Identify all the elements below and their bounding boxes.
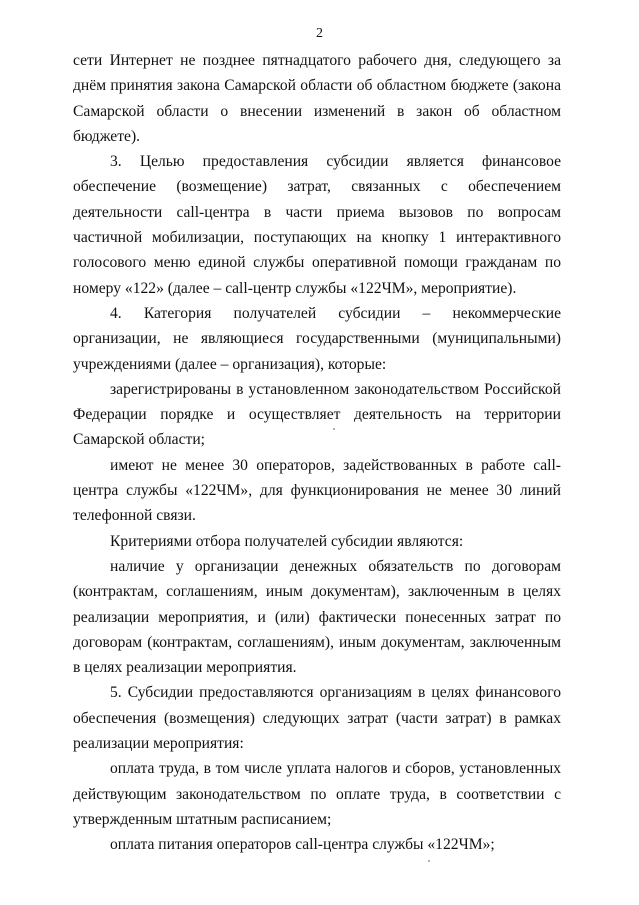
paragraph-meal-costs: оплата питания операторов call-центра службы «122ЧМ»; [110,836,495,854]
paragraph-item-3-purpose: 3. Целью предоставления субсидии является финансовое обеспечение (возмещение) затрат, связанных с обеспечением деятельности call-центра в части приема вызовов по вопросам частичной мобилизации, поступающих на кнопку 1 интерактивного голосового меню единой службы оперативной помощи гражданам по номеру «122» (далее – call-центр службы «122ЧМ», мероприятие). [73,153,561,297]
paragraph-continuation: сети Интернет не позднее пятнадцатого рабочего дня, следующего за днём принятия закона Самарской области об областном бюджете (закона Самарской области о внесении изменений в закон об областном бюджете). [73,52,561,145]
paragraph-registered-condition: зарегистрированы в установленном законодательством Российской Федерации порядке и осуществляет деятельность на территории Самарской области; [73,380,561,449]
paragraph-selection-criteria: Критериями отбора получателей субсидии являются: [110,532,464,550]
scan-speck [333,428,335,430]
paragraph-item-4-recipients: 4. Категория получателей субсидии – некоммерческие организации, не являющиеся государственными (муниципальными) учреждениями (далее – организация), которые: [73,304,561,373]
paragraph-operators-condition: имеют не менее 30 операторов, задействованных в работе call-центра службы «122ЧМ», для функционирования не менее 30 линий телефонной связи. [73,456,561,525]
page-number: 2 [316,26,323,41]
paragraph-obligations-criterion: наличие у организации денежных обязательств по договорам (контрактам, соглашениям, иным документам), заключенным в целях реализации мероприятия, и (или) фактически понесенных затрат по договорам (контрактам, соглашениям), иным документам, заключенным в целях реализации мероприятия. [73,557,561,677]
paragraph-item-5-costs: 5. Субсидии предоставляются организациям в целях финансового обеспечения (возмещения) следующих затрат (части затрат) в рамках реализации мероприятия: [73,684,561,753]
scan-speck [428,860,430,862]
document-body [73,48,561,858]
paragraph-labor-costs: оплата труда, в том числе уплата налогов и сборов, установленных действующим законодательством по оплате труда, в соответствии с утвержденным штатным расписанием; [73,760,561,828]
